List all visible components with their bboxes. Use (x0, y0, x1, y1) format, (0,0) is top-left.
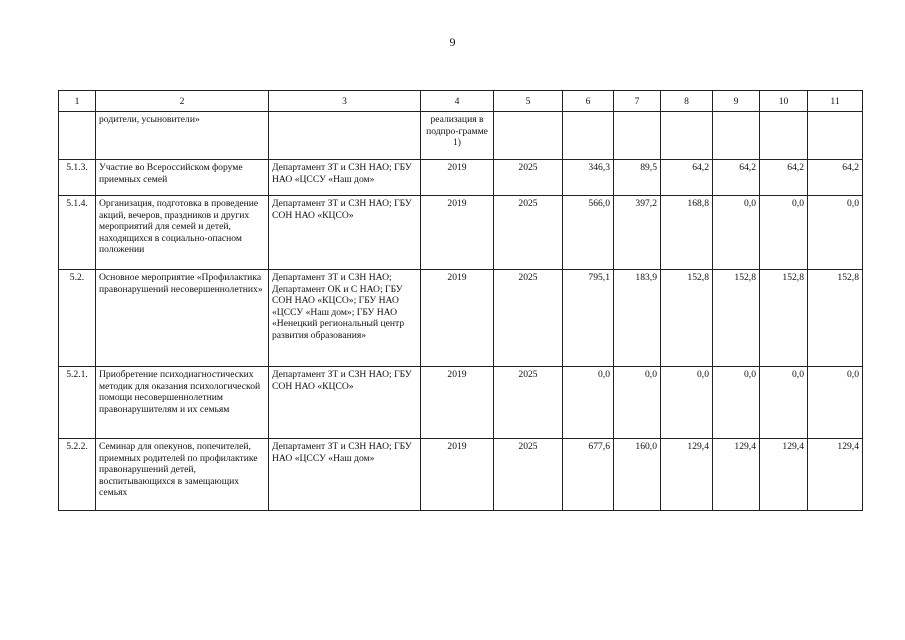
row-start: 2019 (421, 439, 494, 511)
row-end: 2025 (494, 196, 563, 270)
table-row (59, 160, 863, 196)
row-total: 0,0 (563, 367, 614, 439)
row-code: 5.1.3. (59, 160, 96, 196)
row-total: 677,6 (563, 439, 614, 511)
row-start: 2019 (421, 367, 494, 439)
row-name: Семинар для опекунов, попечителей, приемных родителей по профилактике правонарушений детей, воспитывающихся в замещающих семьях (96, 439, 269, 511)
row-y4: 0,0 (760, 367, 808, 439)
row-y1 (614, 112, 661, 160)
table-row (59, 439, 863, 511)
row-y4: 64,2 (760, 160, 808, 196)
row-y4: 152,8 (760, 270, 808, 367)
row-executor: Департамент ЗТ и СЗН НАО; Департамент ОК и С НАО; ГБУ СОН НАО «КЦСО»; ГБУ НАО «ЦССУ «Наш дом»; ГБУ НАО «Ненецкий региональный центр развития образования» (269, 270, 421, 367)
row-y3: 0,0 (713, 196, 760, 270)
column-header: 11 (808, 91, 863, 112)
row-y2: 64,2 (661, 160, 713, 196)
row-y3: 129,4 (713, 439, 760, 511)
row-end: 2025 (494, 160, 563, 196)
row-y4 (760, 112, 808, 160)
row-end: 2025 (494, 439, 563, 511)
column-header: 6 (563, 91, 614, 112)
row-end: 2025 (494, 270, 563, 367)
table-row (59, 112, 863, 160)
row-end: 2025 (494, 367, 563, 439)
row-y2: 152,8 (661, 270, 713, 367)
row-y5: 0,0 (808, 196, 863, 270)
row-code: 5.2.2. (59, 439, 96, 511)
row-y2: 129,4 (661, 439, 713, 511)
row-executor: Департамент ЗТ и СЗН НАО; ГБУ СОН НАО «КЦСО» (269, 196, 421, 270)
row-y1: 397,2 (614, 196, 661, 270)
row-y5: 0,0 (808, 367, 863, 439)
row-executor: Департамент ЗТ и СЗН НАО; ГБУ НАО «ЦССУ «Наш дом» (269, 160, 421, 196)
row-y5: 64,2 (808, 160, 863, 196)
row-y5 (808, 112, 863, 160)
row-start: 2019 (421, 196, 494, 270)
row-name: Основное мероприятие «Профилактика правонарушений несовершеннолетних» (96, 270, 269, 367)
row-y4: 129,4 (760, 439, 808, 511)
row-end (494, 112, 563, 160)
row-code: 5.2.1. (59, 367, 96, 439)
row-code: 5.2. (59, 270, 96, 367)
row-y5: 152,8 (808, 270, 863, 367)
row-y3: 0,0 (713, 367, 760, 439)
row-start: реализация в подпро-грамме 1) (421, 112, 494, 160)
row-code (59, 112, 96, 160)
column-header: 10 (760, 91, 808, 112)
row-y4: 0,0 (760, 196, 808, 270)
row-code: 5.1.4. (59, 196, 96, 270)
row-total (563, 112, 614, 160)
table-row (59, 270, 863, 367)
row-start: 2019 (421, 270, 494, 367)
row-y2 (661, 112, 713, 160)
row-y1: 89,5 (614, 160, 661, 196)
row-total: 566,0 (563, 196, 614, 270)
program-table (58, 90, 863, 511)
row-y3: 64,2 (713, 160, 760, 196)
table-header-row (59, 91, 863, 112)
row-y5: 129,4 (808, 439, 863, 511)
column-header: 7 (614, 91, 661, 112)
row-y2: 0,0 (661, 367, 713, 439)
row-y1: 0,0 (614, 367, 661, 439)
column-header: 1 (59, 91, 96, 112)
row-executor: Департамент ЗТ и СЗН НАО; ГБУ СОН НАО «КЦСО» (269, 367, 421, 439)
row-start: 2019 (421, 160, 494, 196)
row-y3 (713, 112, 760, 160)
table-row (59, 367, 863, 439)
column-header: 9 (713, 91, 760, 112)
row-executor (269, 112, 421, 160)
row-name: Организация, подготовка в проведение акций, вечеров, праздников и других мероприятий для семей и детей, находящихся в социально-опасном положении (96, 196, 269, 270)
row-y1: 183,9 (614, 270, 661, 367)
row-name: Приобретение психодиагностических методик для оказания психологической помощи несовершеннолетним правонарушителям и их семьям (96, 367, 269, 439)
row-executor: Департамент ЗТ и СЗН НАО; ГБУ НАО «ЦССУ «Наш дом» (269, 439, 421, 511)
column-header: 4 (421, 91, 494, 112)
column-header: 2 (96, 91, 269, 112)
column-header: 8 (661, 91, 713, 112)
row-y3: 152,8 (713, 270, 760, 367)
row-total: 795,1 (563, 270, 614, 367)
row-name: родители, усыновители» (96, 112, 269, 160)
table-row (59, 196, 863, 270)
column-header: 5 (494, 91, 563, 112)
page-number: 9 (449, 35, 456, 49)
row-total: 346,3 (563, 160, 614, 196)
row-y1: 160,0 (614, 439, 661, 511)
row-name: Участие во Всероссийском форуме приемных семей (96, 160, 269, 196)
row-y2: 168,8 (661, 196, 713, 270)
column-header: 3 (269, 91, 421, 112)
